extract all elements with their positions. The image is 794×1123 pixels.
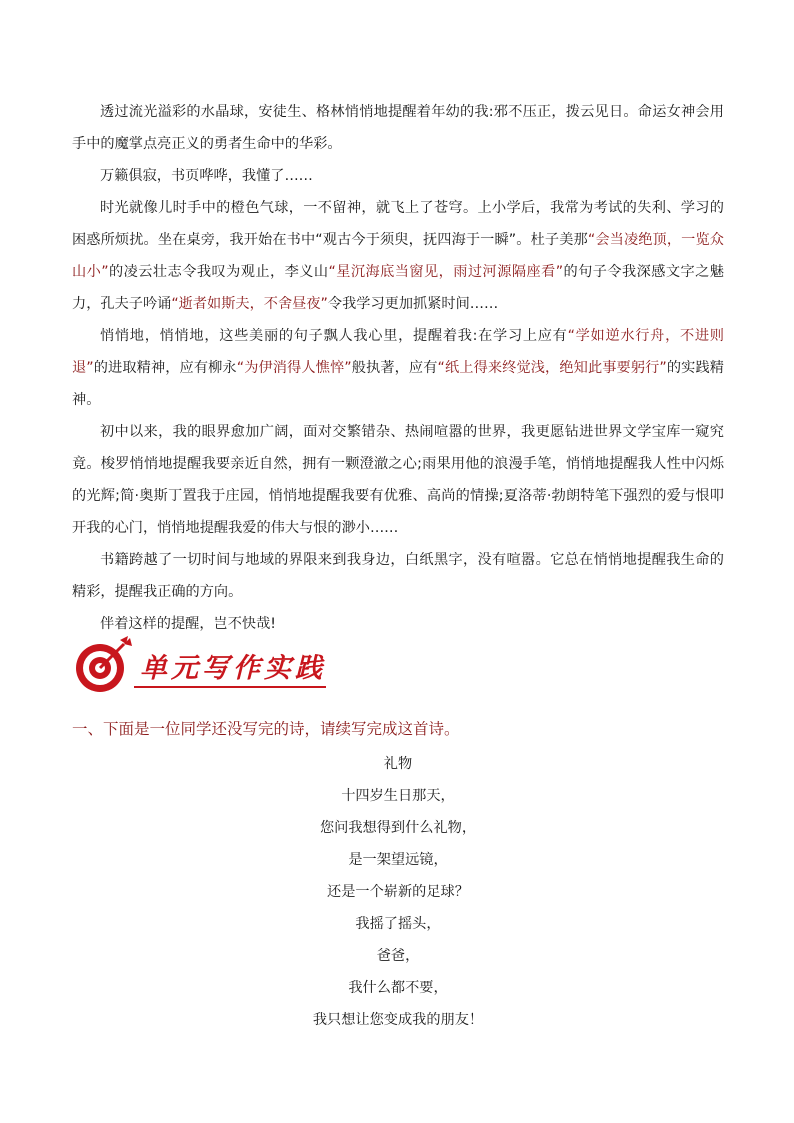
section-underline xyxy=(134,686,326,688)
paragraph-text: 的凌云壮志令我叹为观止，李义山 xyxy=(108,264,329,280)
poem-line: 爸爸， xyxy=(376,948,420,964)
quoted-verse: “纸上得来终觉浅，绝知此事要躬行” xyxy=(437,360,667,376)
essay-paragraph xyxy=(72,320,724,416)
essay-paragraph xyxy=(72,544,724,608)
quoted-verse: “学如逆水行舟，不进则退” xyxy=(72,328,724,376)
paragraph-text: 的句子令我深感文字之魅力，孔夫子吟诵 xyxy=(72,264,724,312)
paragraph-text: 令我学习更加抓紧时间…… xyxy=(327,296,499,312)
poem-line: 还是一个崭新的足球？ xyxy=(327,884,469,900)
essay-paragraph xyxy=(72,160,724,192)
section-header xyxy=(72,636,332,694)
poem-title: 礼物 xyxy=(383,756,413,772)
paragraph-text: 悄悄地，悄悄地，这些美丽的句子飘人我心里，提醒着我:在学习上应有 xyxy=(100,328,568,344)
quoted-verse: “星沉海底当窗见，雨过河源隔座看” xyxy=(328,264,564,280)
essay-paragraph xyxy=(72,192,724,320)
poem-lines xyxy=(72,780,724,1036)
quoted-verse: “逝者如斯夫，不舍昼夜” xyxy=(171,296,328,312)
poem-line: 我什么都不要， xyxy=(348,980,448,996)
task-instruction: 一、下面是一位同学还没写完的诗，请续写完成这首诗。 xyxy=(72,720,460,738)
poem xyxy=(72,748,724,1036)
essay-paragraph xyxy=(72,416,724,544)
essay-paragraph xyxy=(72,96,724,160)
paragraph-text: 的进取精神，应有柳永 xyxy=(93,360,237,376)
paragraph-text: 万籁俱寂，书页哗哗，我懂了…… xyxy=(100,168,313,184)
paragraph-text: 伴着这样的提醒，岂不快哉! xyxy=(100,616,276,632)
section-title: 单元写作实践 xyxy=(140,653,326,684)
poem-line: 您问我想得到什么礼物， xyxy=(319,820,477,836)
quoted-verse: “会当凌绝顶，一览众山小” xyxy=(72,232,724,280)
paragraph-text: 的实践精神。 xyxy=(72,360,724,408)
paragraph-text: 初中以来，我的眼界愈加广阔，面对交繁错杂、热闹喧嚣的世界，我更愿钻进世界文学宝库一窥究竟。梭罗悄悄地提醒我要亲近自然，拥有一颗澄澈之心;雨果用他的浪漫手笔，悄悄地提醒我人性中闪烁的光辉;简·奥斯丁置我于庄园，悄悄地提醒我要有优雅、高尚的情操;夏洛蒂·勃朗特笔下强烈的爱与恨叩开我的心门，悄悄地提醒我爱的伟大与恨的渺小…… xyxy=(72,424,724,536)
paragraph-text: 书籍跨越了一切时间与地域的界限来到我身边，白纸黑字，没有喧嚣。它总在悄悄地提醒我生命的精彩，提醒我正确的方向。 xyxy=(72,552,724,600)
poem-line: 是一架望远镜， xyxy=(348,852,448,868)
poem-line: 十四岁生日那天， xyxy=(341,788,455,804)
quoted-verse: “为伊消得人憔悴” xyxy=(236,360,352,376)
paragraph-text: 透过流光溢彩的水晶球，安徒生、格林悄悄地提醒着年幼的我:邪不压正，拨云见日。命运女神会用手中的魔掌点亮正义的勇者生命中的华彩。 xyxy=(72,104,724,152)
poem-line: 我摇了摇头， xyxy=(355,916,441,932)
target-dart-icon xyxy=(72,636,134,694)
poem-line: 我只想让您变成我的朋友！ xyxy=(312,1012,484,1028)
paragraph-text: 般执著，应有 xyxy=(351,360,438,376)
paragraph-text: 时光就像儿时手中的橙色气球，一不留神，就飞上了苍穹。上小学后，我常为考试的失利、学习的困惑所烦扰。坐在桌旁，我开始在书中“观古今于须臾，抚四海于一瞬”。杜子美那 xyxy=(72,200,724,248)
